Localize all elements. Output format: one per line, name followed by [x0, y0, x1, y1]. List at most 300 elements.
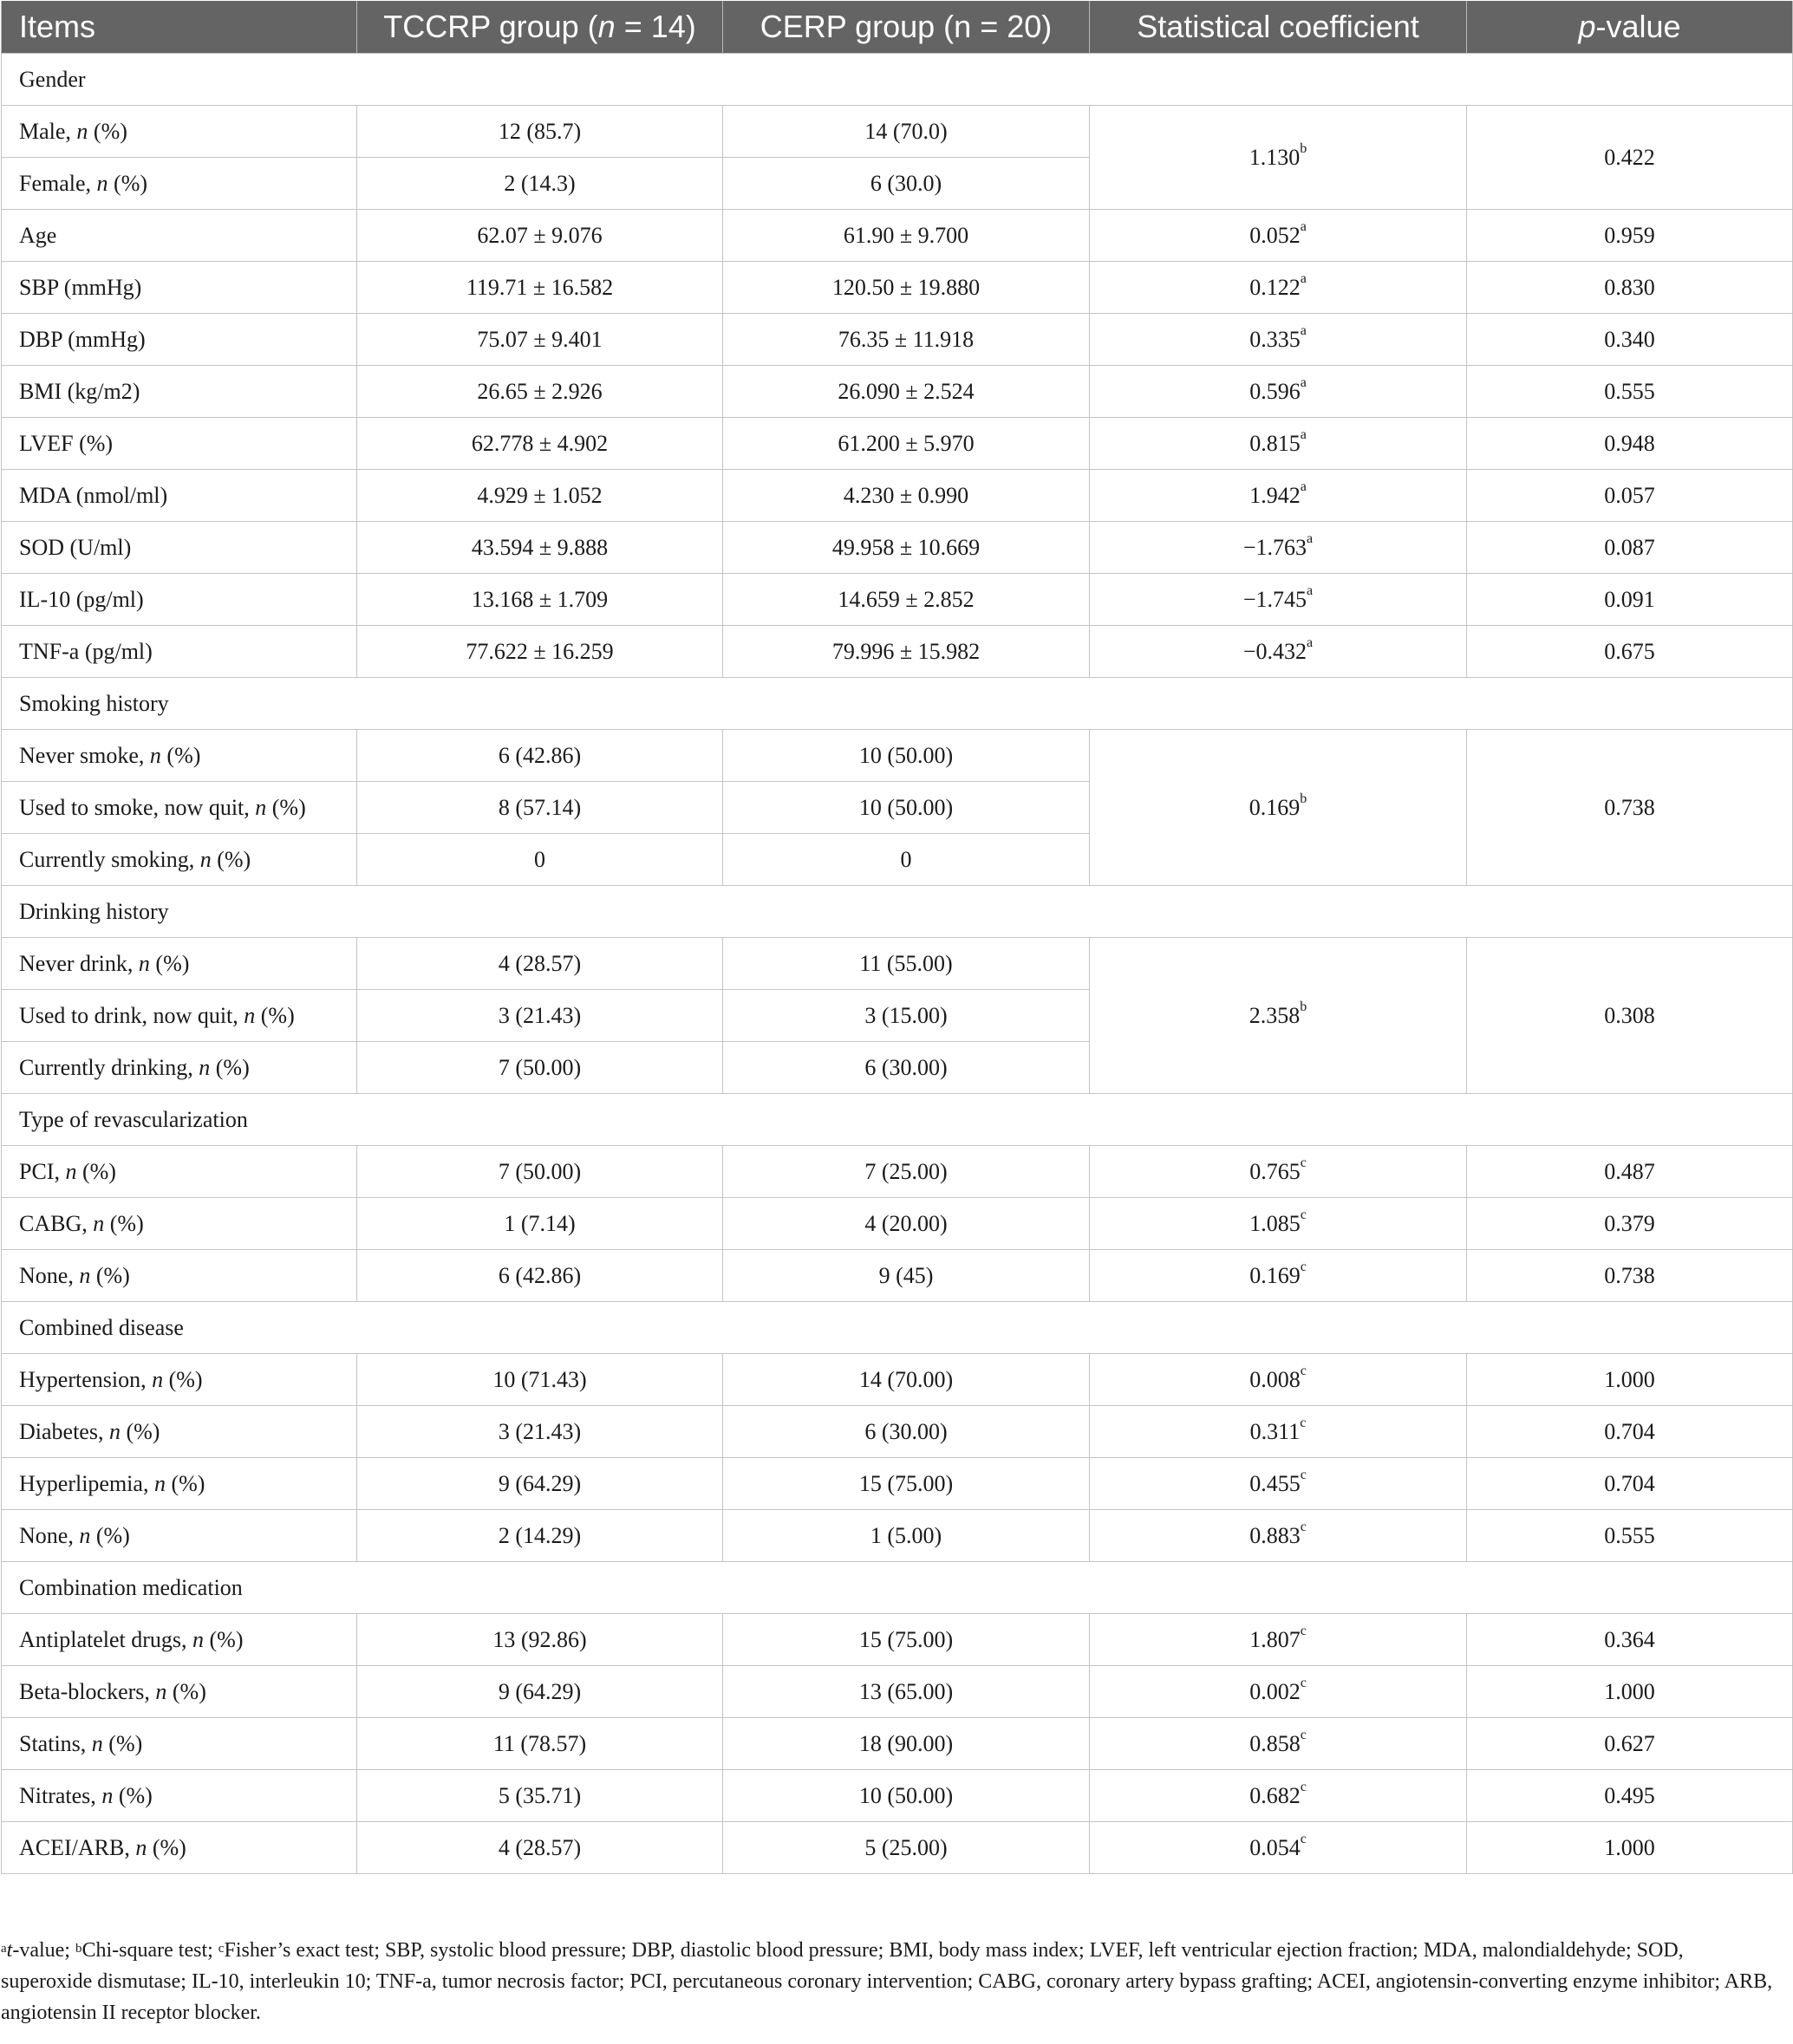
header-tccrp-post: = 14)	[615, 9, 696, 44]
row-label-n: n	[155, 1678, 167, 1704]
row-label	[2, 990, 357, 1042]
footnote-c-text: Fisher’s exact test; SBP, systolic blood pressure; DBP, diastolic blood pressure; BMI, body mass index; LVEF, left ventricular ejection fraction; MDA, malondialdehyde; SOD, superoxide dismutase; IL-10, interleukin 10; TNF-a, tumor necrosis factor; PCI, percutaneous coronary intervention; CABG, coronary artery bypass grafting; ACEI, angiotensin-converting enzyme inhibitor; ARB, angiotensin II receptor blocker.	[1, 1939, 1773, 2024]
row-label	[2, 262, 357, 314]
table-row	[2, 1458, 1793, 1510]
row-label	[2, 1406, 357, 1458]
row-label-text: IL-10 (pg/ml)	[19, 586, 144, 612]
row-label-text: Hypertension,	[19, 1366, 153, 1392]
cerp-value: 10 (50.00)	[723, 1770, 1090, 1822]
row-label	[2, 522, 357, 574]
row-label-text: Nitrates,	[19, 1782, 102, 1808]
row-label-text: Female,	[19, 170, 97, 196]
row-label-n: n	[65, 1158, 77, 1184]
stat-value: 0.311	[1249, 1418, 1301, 1444]
cerp-value: 76.35 ± 11.918	[723, 314, 1090, 366]
cerp-value: 1 (5.00)	[723, 1510, 1090, 1562]
tccrp-value: 119.71 ± 16.582	[357, 262, 723, 314]
stat-value: 1.085	[1249, 1210, 1301, 1236]
table-row	[2, 730, 1793, 782]
section-row	[2, 1562, 1793, 1614]
row-label	[2, 1510, 357, 1562]
row-label-n: n	[244, 1002, 256, 1028]
section-title: Combined disease	[2, 1302, 1793, 1354]
stat-value: 0.858	[1249, 1730, 1301, 1756]
table-row	[2, 626, 1793, 678]
table-row	[2, 262, 1793, 314]
tccrp-value: 62.07 ± 9.076	[357, 210, 723, 262]
section-title: Smoking history	[2, 678, 1793, 730]
row-label-text: DBP (mmHg)	[19, 326, 146, 352]
table-row	[2, 938, 1793, 990]
statistical-coefficient	[1090, 470, 1467, 522]
p-value: 1.000	[1467, 1822, 1793, 1874]
table-row	[2, 314, 1793, 366]
statistical-coefficient	[1090, 106, 1467, 210]
stat-superscript: a	[1300, 426, 1307, 442]
table-row	[2, 1198, 1793, 1250]
row-label-tail: (%)	[163, 1366, 203, 1392]
row-label-n: n	[108, 1418, 121, 1444]
row-label-tail: (%)	[90, 1262, 130, 1288]
row-label-text: Never smoke,	[19, 742, 150, 768]
cerp-value: 9 (45)	[723, 1250, 1090, 1302]
p-value: 0.959	[1467, 210, 1793, 262]
cerp-value: 7 (25.00)	[723, 1146, 1090, 1198]
stat-value: 0.883	[1249, 1522, 1301, 1548]
row-label-tail: (%)	[149, 950, 190, 976]
row-label-text: Statins,	[19, 1730, 92, 1756]
stat-value: 1.942	[1249, 482, 1301, 508]
p-value: 0.627	[1467, 1718, 1793, 1770]
row-label	[2, 1250, 357, 1302]
tccrp-value: 3 (21.43)	[357, 1406, 723, 1458]
row-label-text: Currently drinking,	[19, 1054, 199, 1080]
stat-value: −0.432	[1242, 638, 1307, 664]
statistical-coefficient	[1090, 262, 1467, 314]
row-label-text: Never drink,	[19, 950, 139, 976]
tccrp-value: 10 (71.43)	[357, 1354, 723, 1406]
row-label	[2, 938, 357, 990]
table-row	[2, 106, 1793, 158]
header-tccrp-group	[357, 1, 723, 54]
stat-value: 0.682	[1249, 1782, 1301, 1808]
cerp-value: 79.996 ± 15.982	[723, 626, 1090, 678]
stat-superscript: a	[1300, 478, 1307, 494]
tccrp-value: 2 (14.29)	[357, 1510, 723, 1562]
row-label-text: TNF-a (pg/ml)	[19, 638, 153, 664]
cerp-value: 61.90 ± 9.700	[723, 210, 1090, 262]
p-value: 0.364	[1467, 1614, 1793, 1666]
statistical-coefficient	[1090, 574, 1467, 626]
row-label-n: n	[93, 1210, 105, 1236]
cerp-value: 4.230 ± 0.990	[723, 470, 1090, 522]
stat-superscript: a	[1300, 218, 1307, 234]
statistical-coefficient	[1090, 1198, 1467, 1250]
row-label-n: n	[153, 1470, 166, 1496]
tccrp-value: 11 (78.57)	[357, 1718, 723, 1770]
tccrp-value: 26.65 ± 2.926	[357, 366, 723, 418]
statistical-coefficient	[1090, 1250, 1467, 1302]
statistical-coefficient	[1090, 522, 1467, 574]
p-value: 0.738	[1467, 730, 1793, 886]
row-label	[2, 834, 357, 886]
row-label	[2, 1146, 357, 1198]
row-label	[2, 1458, 357, 1510]
row-label	[2, 158, 357, 210]
row-label	[2, 1770, 357, 1822]
row-label-text: Used to smoke, now quit,	[19, 794, 256, 820]
tccrp-value: 43.594 ± 9.888	[357, 522, 723, 574]
row-label-text: SOD (U/ml)	[19, 534, 132, 560]
table-row	[2, 1406, 1793, 1458]
row-label-tail: (%)	[90, 1522, 130, 1548]
statistical-coefficient	[1090, 366, 1467, 418]
cerp-value: 4 (20.00)	[723, 1198, 1090, 1250]
stat-superscript: a	[1307, 635, 1314, 650]
tccrp-value: 6 (42.86)	[357, 730, 723, 782]
p-value: 0.555	[1467, 366, 1793, 418]
row-label-tail: (%)	[102, 1730, 143, 1756]
statistical-coefficient	[1090, 418, 1467, 470]
stat-superscript: b	[1300, 140, 1307, 156]
stat-superscript: c	[1300, 1727, 1307, 1742]
statistical-coefficient	[1090, 938, 1467, 1094]
row-label-tail: (%)	[255, 1002, 295, 1028]
row-label	[2, 1614, 357, 1666]
row-label-tail: (%)	[204, 1626, 244, 1652]
table-body	[2, 54, 1793, 1874]
row-label-tail: (%)	[108, 170, 148, 196]
row-label-text: Beta-blockers,	[19, 1678, 156, 1704]
row-label-text: MDA (nmol/ml)	[19, 482, 168, 508]
row-label	[2, 782, 357, 834]
statistical-coefficient	[1090, 1510, 1467, 1562]
tccrp-value: 7 (50.00)	[357, 1146, 723, 1198]
cerp-value: 6 (30.00)	[723, 1406, 1090, 1458]
stat-value: −1.745	[1242, 586, 1307, 612]
row-label	[2, 730, 357, 782]
row-label-text: None,	[19, 1522, 80, 1548]
header-cerp-group: CERP group (n = 20)	[723, 1, 1090, 54]
stat-value: 0.122	[1249, 274, 1301, 300]
table-footnote	[1, 1935, 1778, 2028]
row-label-text: Currently smoking,	[19, 846, 200, 872]
p-value: 0.495	[1467, 1770, 1793, 1822]
stat-superscript: c	[1300, 1831, 1307, 1846]
statistical-coefficient	[1090, 730, 1467, 886]
stat-value: 0.596	[1249, 378, 1301, 404]
table-row	[2, 574, 1793, 626]
stat-value: 0.335	[1249, 326, 1301, 352]
statistical-coefficient	[1090, 626, 1467, 678]
cerp-value: 14 (70.00)	[723, 1354, 1090, 1406]
row-label-n: n	[135, 1834, 147, 1860]
header-tccrp-n: n	[597, 9, 616, 44]
tccrp-value: 0	[357, 834, 723, 886]
stat-value: 0.455	[1249, 1470, 1301, 1496]
row-label-text: ACEI/ARB,	[19, 1834, 136, 1860]
row-label-tail: (%)	[76, 1158, 116, 1184]
statistical-coefficient	[1090, 1146, 1467, 1198]
row-label-n: n	[79, 1522, 91, 1548]
section-row	[2, 678, 1793, 730]
stat-superscript: a	[1307, 531, 1314, 546]
row-label-n: n	[149, 742, 161, 768]
row-label-text: SBP (mmHg)	[19, 274, 142, 300]
p-value: 0.675	[1467, 626, 1793, 678]
baseline-characteristics-table-container	[1, 1, 1792, 1874]
p-value: 0.704	[1467, 1406, 1793, 1458]
p-value: 0.422	[1467, 106, 1793, 210]
header-tccrp-pre: TCCRP group (	[383, 9, 598, 44]
stat-superscript: a	[1300, 374, 1307, 390]
stat-value: −1.763	[1242, 534, 1307, 560]
row-label-tail: (%)	[166, 1678, 206, 1704]
row-label	[2, 1042, 357, 1094]
baseline-characteristics-table	[1, 1, 1793, 1874]
row-label-n: n	[255, 794, 267, 820]
p-value: 1.000	[1467, 1666, 1793, 1718]
row-label-tail: (%)	[266, 794, 306, 820]
footnote-b-sup: b	[75, 1942, 82, 1956]
statistical-coefficient	[1090, 1614, 1467, 1666]
statistical-coefficient	[1090, 1822, 1467, 1874]
section-row	[2, 1302, 1793, 1354]
section-title: Type of revascularization	[2, 1094, 1793, 1146]
stat-superscript: c	[1300, 1779, 1307, 1794]
stat-superscript: c	[1300, 1467, 1307, 1482]
table-row	[2, 418, 1793, 470]
statistical-coefficient	[1090, 1458, 1467, 1510]
row-label	[2, 1822, 357, 1874]
row-label	[2, 1666, 357, 1718]
row-label-text: Age	[19, 222, 57, 248]
stat-superscript: b	[1300, 999, 1307, 1014]
stat-superscript: c	[1300, 1675, 1307, 1690]
stat-value: 0.815	[1249, 430, 1301, 456]
tccrp-value: 4 (28.57)	[357, 938, 723, 990]
row-label-tail: (%)	[165, 1470, 205, 1496]
row-label	[2, 1198, 357, 1250]
table-row	[2, 366, 1793, 418]
cerp-value: 61.200 ± 5.970	[723, 418, 1090, 470]
section-title: Combination medication	[2, 1562, 1793, 1614]
stat-superscript: c	[1300, 1259, 1307, 1274]
section-row	[2, 54, 1793, 106]
cerp-value: 10 (50.00)	[723, 782, 1090, 834]
p-value: 0.087	[1467, 522, 1793, 574]
table-row	[2, 1354, 1793, 1406]
row-label	[2, 366, 357, 418]
row-label-n: n	[79, 1262, 91, 1288]
row-label-n: n	[199, 1054, 211, 1080]
footnote-c-sup: c	[218, 1942, 225, 1956]
tccrp-value: 4.929 ± 1.052	[357, 470, 723, 522]
stat-value: 0.169	[1249, 794, 1301, 820]
cerp-value: 14.659 ± 2.852	[723, 574, 1090, 626]
table-row	[2, 1250, 1793, 1302]
cerp-value: 15 (75.00)	[723, 1614, 1090, 1666]
header-items: Items	[2, 1, 357, 54]
p-value: 0.704	[1467, 1458, 1793, 1510]
tccrp-value: 62.778 ± 4.902	[357, 418, 723, 470]
table-row	[2, 470, 1793, 522]
table-header-row	[2, 1, 1793, 54]
row-label	[2, 1354, 357, 1406]
cerp-value: 120.50 ± 19.880	[723, 262, 1090, 314]
stat-value: 0.002	[1249, 1678, 1301, 1704]
row-label-text: Used to drink, now quit,	[19, 1002, 244, 1028]
row-label-text: Hyperlipemia,	[19, 1470, 154, 1496]
footnote-b-text: Chi-square test;	[82, 1939, 218, 1962]
p-value: 0.308	[1467, 938, 1793, 1094]
footnote-a-text: -value;	[12, 1939, 75, 1962]
p-value: 0.830	[1467, 262, 1793, 314]
row-label-text: BMI (kg/m2)	[19, 378, 140, 404]
stat-superscript: c	[1300, 1415, 1307, 1430]
row-label-text: CABG,	[19, 1210, 94, 1236]
row-label	[2, 418, 357, 470]
row-label	[2, 470, 357, 522]
section-row	[2, 886, 1793, 938]
cerp-value: 11 (55.00)	[723, 938, 1090, 990]
footnote-a-italic: t	[6, 1939, 13, 1962]
p-value: 1.000	[1467, 1354, 1793, 1406]
row-label	[2, 106, 357, 158]
table-row	[2, 1146, 1793, 1198]
row-label	[2, 574, 357, 626]
cerp-value: 14 (70.0)	[723, 106, 1090, 158]
cerp-value: 13 (65.00)	[723, 1666, 1090, 1718]
row-label-tail: (%)	[104, 1210, 144, 1236]
statistical-coefficient	[1090, 210, 1467, 262]
statistical-coefficient	[1090, 1666, 1467, 1718]
statistical-coefficient	[1090, 1718, 1467, 1770]
cerp-value: 6 (30.00)	[723, 1042, 1090, 1094]
stat-value: 0.765	[1249, 1158, 1301, 1184]
table-row	[2, 1614, 1793, 1666]
tccrp-value: 13.168 ± 1.709	[357, 574, 723, 626]
tccrp-value: 7 (50.00)	[357, 1042, 723, 1094]
row-label-tail: (%)	[210, 1054, 250, 1080]
table-row	[2, 522, 1793, 574]
section-title: Gender	[2, 54, 1793, 106]
stat-superscript: a	[1307, 583, 1314, 598]
p-value: 0.091	[1467, 574, 1793, 626]
tccrp-value: 9 (64.29)	[357, 1458, 723, 1510]
cerp-value: 3 (15.00)	[723, 990, 1090, 1042]
cerp-value: 15 (75.00)	[723, 1458, 1090, 1510]
stat-value: 1.130	[1249, 144, 1301, 170]
row-label	[2, 210, 357, 262]
table-row	[2, 1510, 1793, 1562]
header-p-rest: -value	[1595, 9, 1681, 44]
tccrp-value: 77.622 ± 16.259	[357, 626, 723, 678]
stat-superscript: c	[1300, 1363, 1307, 1378]
row-label-tail: (%)	[120, 1418, 160, 1444]
tccrp-value: 12 (85.7)	[357, 106, 723, 158]
tccrp-value: 8 (57.14)	[357, 782, 723, 834]
tccrp-value: 4 (28.57)	[357, 1822, 723, 1874]
row-label-text: Antiplatelet drugs,	[19, 1626, 193, 1652]
stat-value: 0.169	[1249, 1262, 1301, 1288]
p-value: 0.057	[1467, 470, 1793, 522]
row-label-text: PCI,	[19, 1158, 66, 1184]
statistical-coefficient	[1090, 1354, 1467, 1406]
row-label-n: n	[199, 846, 212, 872]
p-value: 0.948	[1467, 418, 1793, 470]
tccrp-value: 2 (14.3)	[357, 158, 723, 210]
footnote-a-sup: a	[1, 1942, 7, 1956]
cerp-value: 0	[723, 834, 1090, 886]
stat-superscript: a	[1300, 270, 1307, 286]
section-title: Drinking history	[2, 886, 1793, 938]
tccrp-value: 9 (64.29)	[357, 1666, 723, 1718]
stat-superscript: c	[1300, 1519, 1307, 1534]
row-label-tail: (%)	[211, 846, 251, 872]
section-row	[2, 1094, 1793, 1146]
cerp-value: 6 (30.0)	[723, 158, 1090, 210]
row-label-text: Diabetes,	[19, 1418, 109, 1444]
stat-superscript: c	[1300, 1207, 1307, 1222]
table-row	[2, 1718, 1793, 1770]
statistical-coefficient	[1090, 1406, 1467, 1458]
p-value: 0.738	[1467, 1250, 1793, 1302]
row-label-n: n	[138, 950, 150, 976]
stat-value: 2.358	[1249, 1002, 1301, 1028]
cerp-value: 49.958 ± 10.669	[723, 522, 1090, 574]
stat-superscript: c	[1300, 1623, 1307, 1638]
row-label-n: n	[192, 1626, 205, 1652]
row-label-n: n	[91, 1730, 103, 1756]
tccrp-value: 3 (21.43)	[357, 990, 723, 1042]
header-p-italic: p	[1578, 9, 1596, 44]
cerp-value: 10 (50.00)	[723, 730, 1090, 782]
table-row	[2, 1666, 1793, 1718]
p-value: 0.379	[1467, 1198, 1793, 1250]
table-row	[2, 1770, 1793, 1822]
header-statistical-coefficient: Statistical coefficient	[1090, 1, 1467, 54]
row-label-tail: (%)	[88, 118, 127, 144]
tccrp-value: 6 (42.86)	[357, 1250, 723, 1302]
stat-value: 0.008	[1249, 1366, 1301, 1392]
row-label-text: LVEF (%)	[19, 430, 114, 456]
row-label-tail: (%)	[160, 742, 201, 768]
row-label	[2, 1718, 357, 1770]
stat-value: 0.052	[1249, 222, 1301, 248]
stat-superscript: b	[1300, 791, 1307, 806]
cerp-value: 5 (25.00)	[723, 1822, 1090, 1874]
stat-value: 0.054	[1249, 1834, 1301, 1860]
stat-superscript: c	[1300, 1155, 1307, 1170]
row-label-text: Male,	[19, 118, 77, 144]
cerp-value: 18 (90.00)	[723, 1718, 1090, 1770]
tccrp-value: 5 (35.71)	[357, 1770, 723, 1822]
p-value: 0.555	[1467, 1510, 1793, 1562]
cerp-value: 26.090 ± 2.524	[723, 366, 1090, 418]
stat-value: 1.807	[1249, 1626, 1301, 1652]
tccrp-value: 13 (92.86)	[357, 1614, 723, 1666]
table-row	[2, 210, 1793, 262]
tccrp-value: 1 (7.14)	[357, 1198, 723, 1250]
row-label	[2, 314, 357, 366]
row-label-n: n	[96, 170, 108, 196]
row-label-text: None,	[19, 1262, 80, 1288]
row-label-tail: (%)	[147, 1834, 186, 1860]
row-label-n: n	[76, 118, 88, 144]
stat-superscript: a	[1300, 322, 1307, 338]
table-row	[2, 1822, 1793, 1874]
